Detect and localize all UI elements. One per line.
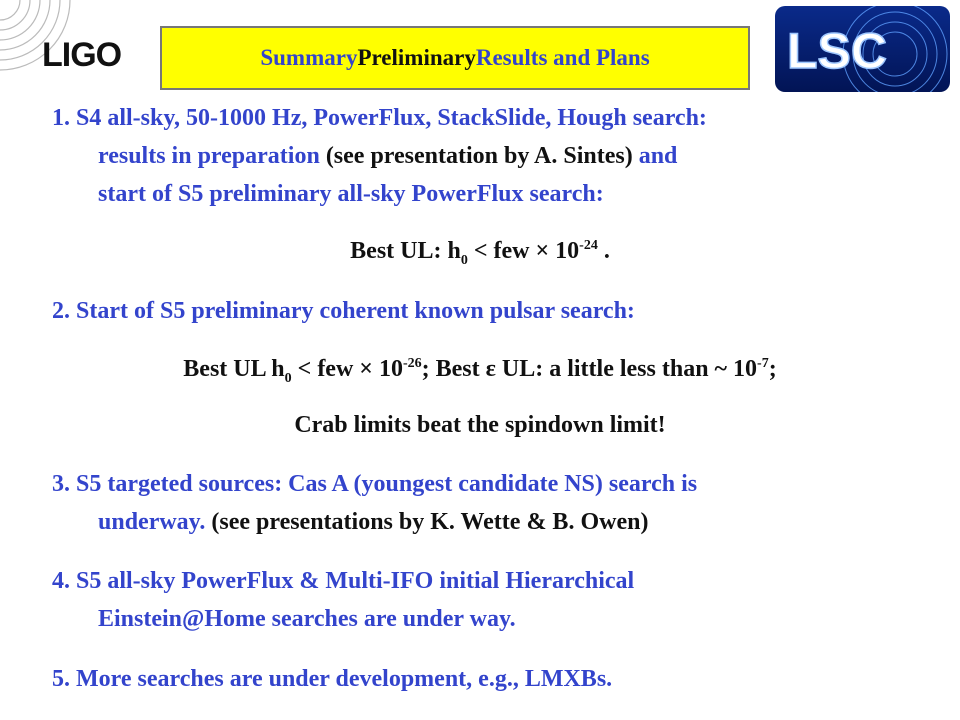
item-4-line-1: 4. S5 all-sky PowerFlux & Multi-IFO initial Hierarchical [52, 568, 635, 594]
item-2-crab: Crab limits beat the spindown limit! [294, 412, 666, 438]
svg-text:LSC: LSC [787, 23, 887, 79]
item-1-best-ul: Best UL: $h_0$ < few × $10^{-24}$ . [350, 238, 610, 268]
item-2-best-ul: Best UL $h_0$ < few × $10^{-26}$; Best ε UL: a little less than ~ $10^{-7}$; [183, 356, 777, 386]
lsc-logo [775, 6, 950, 92]
ligo-logo: LIGO [42, 36, 122, 74]
item-4-line-2: Einstein@Home searches are under way. [98, 606, 516, 632]
item-1-line-3: start of S5 preliminary all-sky PowerFlux search: [98, 181, 604, 207]
item-1-line-2: results in preparation (see presentation by A. Sintes) and [98, 143, 678, 169]
item-5-line-1: 5. More searches are under development, e.g., LMXBs. [52, 666, 613, 692]
title-summary: Summary [260, 45, 358, 70]
item-1-line-1: 1. S4 all-sky, 50-1000 Hz, PowerFlux, StackSlide, Hough search: [52, 105, 707, 131]
item-3-line-1: 3. S5 targeted sources: Cas A (youngest candidate NS) search is [52, 471, 698, 497]
item-3-line-2: underway. (see presentations by K. Wette & B. Owen) [98, 509, 649, 535]
item-2-line-1: 2. Start of S5 preliminary coherent known pulsar search: [52, 298, 635, 324]
title-preliminary: Preliminary [357, 45, 476, 70]
slide-title [160, 26, 750, 90]
title-results-plans: Results and Plans [475, 45, 650, 70]
